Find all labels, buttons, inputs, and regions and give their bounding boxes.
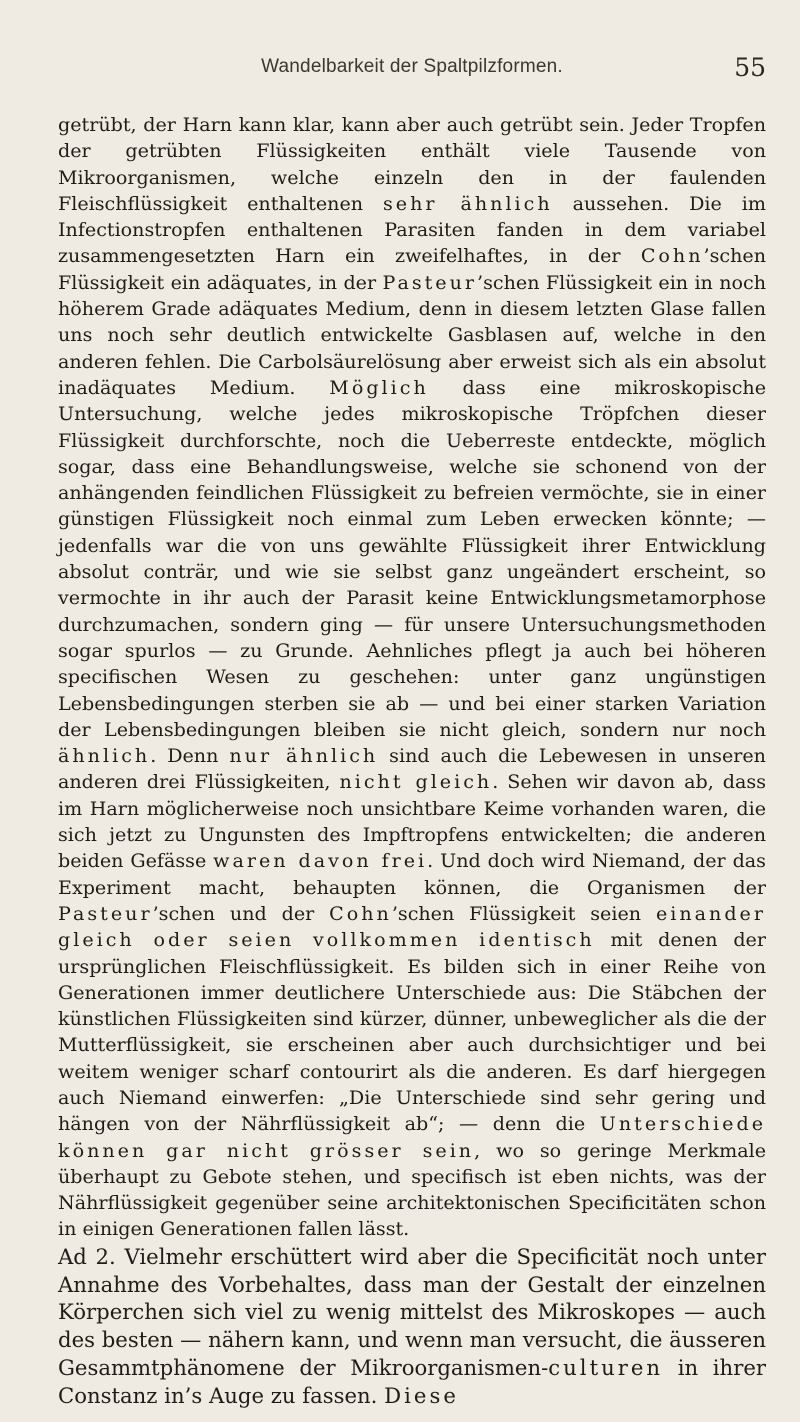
- paragraph-1: [58, 112, 766, 1243]
- text-run: ’schen Flüssigkeit ein adäquates, in der: [58, 244, 766, 294]
- text-run: . Denn: [150, 744, 230, 768]
- spaced-emphasis: ähnlich: [58, 744, 151, 768]
- running-head: [58, 0, 766, 82]
- paragraph-2: [58, 1243, 766, 1410]
- spaced-name-cohn: Cohn: [329, 901, 392, 925]
- spaced-emphasis: einander gleich oder seien vollkommen identisch: [58, 901, 766, 952]
- text-run: in ihrer Constanz in’s Auge zu fassen.: [58, 1354, 766, 1408]
- spaced-emphasis: sehr ähnlich: [383, 191, 553, 215]
- running-title: Wandelbarkeit der Spaltpilzformen.: [261, 56, 563, 77]
- spaced-emphasis: culturen: [548, 1354, 664, 1380]
- spaced-emphasis: nur ähnlich: [229, 744, 379, 768]
- text-run: Ad 2. Vielmehr erschüttert wird aber die Specificität noch unter Annahme des Vorbehaltes, dass man der Gestalt der einzelnen Körperchen sich viel zu wenig mittelst des Mikroskopes — auch des besten — nähern kann, und wenn man versucht, die äusseren Gesammtphänomene der Mikroorganismen-: [58, 1243, 766, 1380]
- text-run: . Und doch wird Niemand, der das Experiment macht, behaupten können, die Organismen der: [58, 849, 766, 899]
- body-text: [58, 112, 766, 1410]
- text-run: ’schen Flüssigkeit seien: [391, 901, 656, 925]
- spaced-emphasis: nicht gleich: [339, 770, 493, 794]
- spaced-emphasis: Möglich: [329, 375, 429, 399]
- page-number: 55: [734, 53, 766, 82]
- text-run: aussehen. Die im Infectionstropfen enthaltenen Parasiten fanden in dem variabel zusammengesetzten Harn ein zweifelhaftes, in der: [58, 191, 766, 268]
- text-run: ’schen Flüssigkeit ein in noch höherem Grade adäquates Medium, denn in diesem letzten Glase fallen uns noch sehr deutlich entwickelte Gasblasen auf, welche in den anderen fehlen. Die Carbolsäurelösung aber erweist sich als ein absolut inadäquates Medium.: [58, 270, 766, 399]
- spaced-emphasis: Diese: [384, 1382, 459, 1408]
- text-run: mit denen der ursprünglichen Fleischflüssigkeit. Es bilden sich in einer Reihe von Generationen immer deutlichere Unterschiede aus: Die Stäbchen der künstlichen Flüssigkeiten sind kürzer, dünner, unbeweglicher als die der Mutterflüssigkeit, sie erscheinen aber auch durchsichtiger und bei weitem weniger scharf contourirt als die anderen. Es darf hiergegen auch Niemand einwerfen: „Die Unterschiede sind sehr gering und hängen von der Nährflüssigkeit ab“; — denn die: [58, 928, 766, 1136]
- spaced-name-pasteur: Pasteur: [58, 901, 153, 925]
- text-run: . Sehen wir davon ab, dass im Harn möglicherweise noch unsichtbare Keime vorhanden waren, die sich jetzt zu Ungunsten des Impftropfens entwickelten; die anderen beiden Gefässe: [58, 770, 766, 873]
- text-run: sind auch die Lebewesen in unseren anderen drei Flüssigkeiten,: [58, 744, 766, 794]
- spaced-name-pasteur: Pasteur: [382, 270, 478, 294]
- spaced-name-cohn: Cohn: [640, 244, 704, 268]
- spaced-emphasis: waren davon frei: [213, 849, 428, 873]
- text-run: getrübt, der Harn kann klar, kann aber auch getrübt sein. Jeder Tropfen der getrübten Flüssigkeiten enthält viele Tausende von Mikroorganismen, welche einzeln den in der faulenden Fleischflüssigkeit enthaltenen: [58, 113, 766, 215]
- spaced-emphasis: Unterschiede können gar nicht grösser sein: [58, 1112, 766, 1162]
- text-run: , wo so geringe Merkmale überhaupt zu Gebote stehen, und specifisch ist eben nichts, was der Nährflüssigkeit gegenüber seine architektonischen Specificitäten schon in einigen Generationen fallen lässt.: [58, 1138, 766, 1241]
- text-run: dass eine mikroskopische Untersuchung, welche jedes mikroskopische Tröpfchen dieser Flüssigkeit durchforschte, noch die Ueberreste entdeckte, möglich sogar, dass eine Behandlungsweise, welche sie schonend von der anhängenden feindlichen Flüssigkeit zu befreien vermöchte, sie in einer günstigen Flüssigkeit noch einmal zum Leben erwecken könnte; — jedenfalls war die von uns gewählte Flüssigkeit ihrer Entwicklung absolut conträr, und wie sie selbst ganz ungeändert erscheint, so vermochte in ihr auch der Parasit keine Entwicklungsmetamorphose durchzumachen, sondern ging — für unsere Untersuchungsmethoden sogar spurlos — zu Grunde. Aehnliches pflegt ja auch bei höheren specifischen Wesen zu geschehen: unter ganz ungünstigen Lebensbedingungen sterben sie ab — und bei einer starken Variation der Lebensbedingungen bleiben sie nicht gleich, sondern nur noch: [58, 375, 766, 741]
- text-run: ’schen und der: [152, 901, 330, 925]
